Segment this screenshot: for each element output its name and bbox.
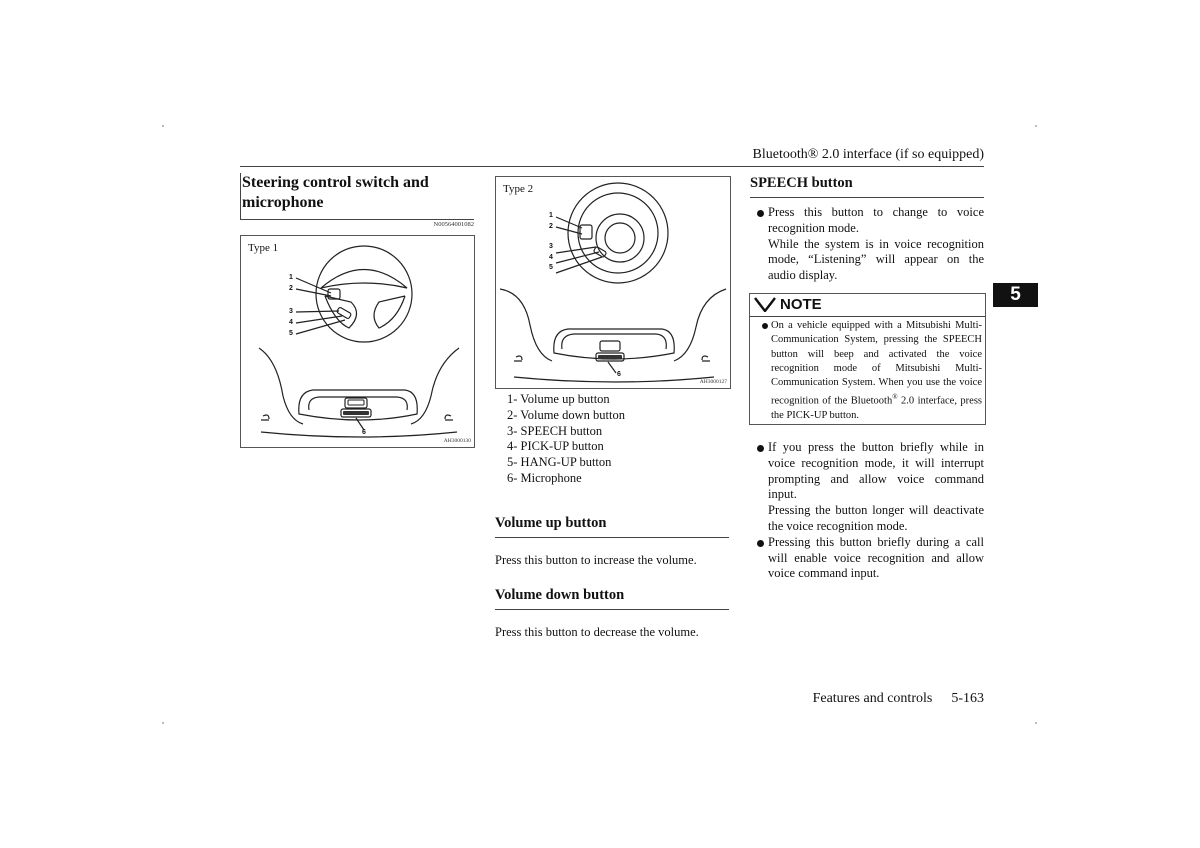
section-rule (750, 197, 984, 198)
legend-item: 6- Microphone (507, 470, 582, 485)
callout-3: 3 (289, 308, 293, 315)
legend-item: 4- PICK-UP button (507, 439, 604, 454)
bullet-item: Press this button to change to voice recognition mode. (750, 205, 984, 237)
speech-button-title: SPEECH button (750, 175, 853, 191)
legend-item: 5- HANG-UP button (507, 455, 612, 470)
chapter-tab: 5 (993, 283, 1038, 307)
heading-rule (240, 219, 474, 220)
callout-6: 6 (617, 371, 621, 378)
figure-code: AH3000127 (699, 379, 727, 385)
page-footer (760, 691, 984, 707)
callout-labels-type1 (289, 272, 293, 339)
callout-5: 5 (289, 330, 293, 337)
bullet-continuation: Pressing the button longer will deactivate the voice recognition mode. (768, 503, 984, 533)
note-icon (754, 297, 778, 312)
figure-type2 (495, 176, 731, 389)
callout-4: 4 (289, 319, 293, 326)
speech-text-block (750, 205, 984, 284)
page-number: 5-163 (951, 691, 984, 706)
section-rule (495, 609, 729, 610)
speech-more-text (750, 440, 984, 582)
registered-mark: ® (892, 393, 898, 402)
header-rule (240, 166, 984, 167)
callout-2: 2 (549, 222, 553, 230)
callout-1: 1 (549, 212, 553, 219)
note-bullet (752, 319, 982, 424)
volume-up-title: Volume up button (495, 515, 607, 531)
crop-mark (1035, 722, 1037, 724)
note-header (750, 294, 985, 316)
figure-type-label: Type 2 (503, 183, 534, 195)
note-body (750, 317, 985, 426)
volume-down-title: Volume down button (495, 587, 625, 603)
volume-up-text: Press this button to increase the volume. (495, 553, 697, 567)
running-header: Bluetooth® 2.0 interface (if so equipped) (752, 147, 984, 162)
callout-2: 2 (289, 285, 293, 292)
note-box (749, 293, 986, 425)
callout-6: 6 (362, 429, 366, 436)
figure-type1 (240, 235, 475, 448)
crop-mark (162, 722, 164, 724)
note-text-end: 2.0 interface, press the PICK-UP button. (771, 395, 982, 422)
bullet-item: Pressing this button briefly during a call will enable voice recognition and allow voice command input. (750, 535, 984, 582)
callout-labels-type2 (549, 211, 553, 274)
callout-5: 5 (549, 264, 553, 271)
steering-illustration-type2 (496, 177, 730, 388)
section-rule (495, 537, 729, 538)
crop-mark (1035, 125, 1037, 127)
bullet-item: If you press the button briefly while in voice recognition mode, it will interrupt prompting and allow voice command input. (750, 440, 984, 503)
callout-3: 3 (549, 243, 553, 250)
section-heading-line1: Steering control switch and (242, 174, 429, 191)
callout-1: 1 (289, 274, 293, 281)
volume-down-text: Press this button to decrease the volume. (495, 625, 699, 639)
section-heading (241, 173, 475, 213)
section-heading-line2: microphone (242, 194, 324, 211)
document-code: N00564001082 (433, 221, 474, 228)
callout-4: 4 (549, 253, 553, 261)
figure-legend (507, 392, 625, 487)
bullet-continuation: While the system is in voice recognition mode, “Listening” will appear on the audio display. (768, 236, 984, 283)
note-text: On a vehicle equipped with a Mitsubishi Multi-Communication System, pressing the SPEECH button will beep and activated the voice recognition mode of Mitsubishi Multi-Communication System. When you use the voice recognition of the Bluetooth (771, 320, 982, 407)
figure-code: AH3000130 (443, 438, 471, 444)
legend-item: 1- Volume up button (507, 392, 610, 406)
figure-type-label: Type 1 (248, 242, 279, 254)
note-title: NOTE (780, 296, 822, 313)
legend-item: 2- Volume down button (507, 407, 625, 422)
footer-section: Features and controls (812, 691, 933, 706)
section-heading-block (240, 173, 475, 219)
crop-mark (162, 125, 164, 127)
legend-item: 3- SPEECH button (507, 423, 603, 438)
steering-illustration-type1 (241, 236, 474, 447)
